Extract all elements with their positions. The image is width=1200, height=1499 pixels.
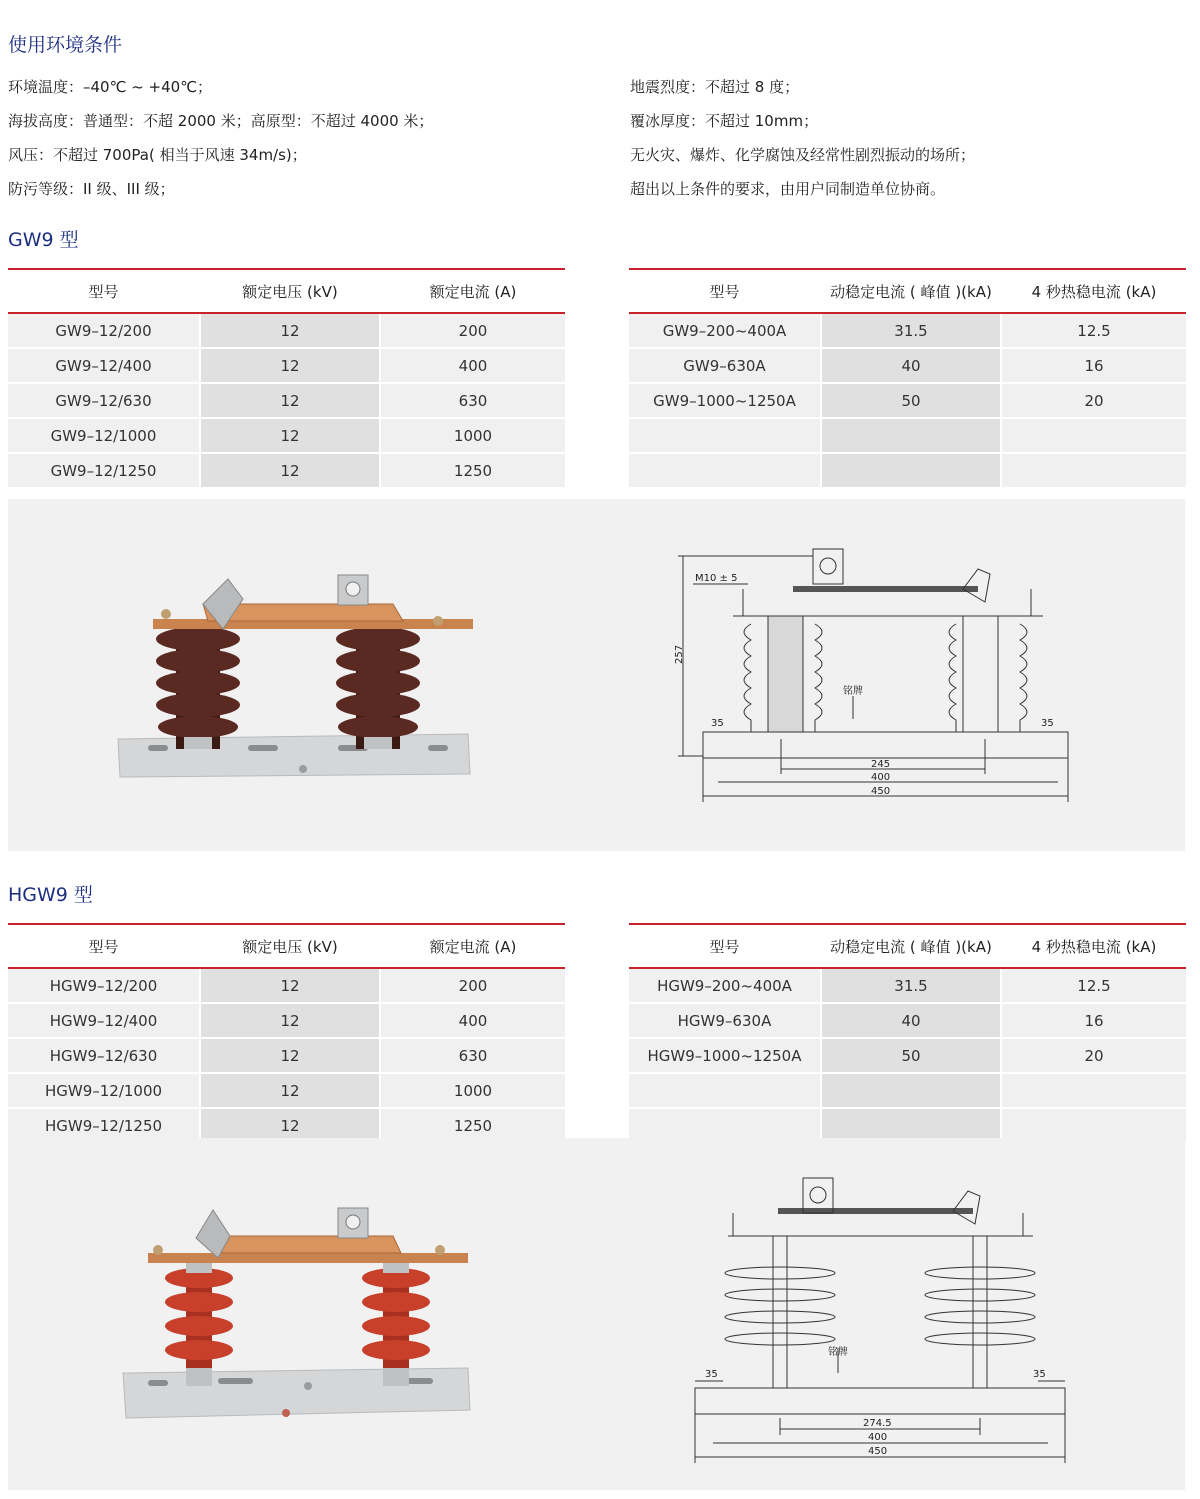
column-header: 型号 xyxy=(8,268,199,314)
table-cell xyxy=(1002,419,1186,454)
table-cell xyxy=(820,454,1002,489)
nameplate-label: 铭牌 xyxy=(828,1347,848,1358)
column-header: 动稳定电流 ( 峰值 )(kA) xyxy=(820,923,1002,969)
hgw9-figure-panel xyxy=(8,1138,1185,1490)
table-cell: 12 xyxy=(199,454,381,489)
table-cell: 50 xyxy=(820,1039,1002,1074)
table-cell: GW9–12/1000 xyxy=(8,419,199,454)
dim-a-label: 245 xyxy=(871,759,891,770)
table-row xyxy=(8,1074,565,1109)
hgw9-title: HGW9 型 xyxy=(8,884,93,906)
table-cell: 12 xyxy=(199,1109,381,1144)
table-cell: 1000 xyxy=(381,1074,565,1109)
table-row xyxy=(8,969,565,1004)
table-cell: 12 xyxy=(199,419,381,454)
condition-line: 地震烈度：不超过 8 度； xyxy=(630,78,800,96)
gw9-rating-table xyxy=(8,268,565,489)
dim-c-label: 450 xyxy=(868,1446,888,1457)
table-row xyxy=(8,1004,565,1039)
table-cell: HGW9–200~400A xyxy=(629,969,820,1004)
table-cell xyxy=(1002,454,1186,489)
table-cell: GW9–1000~1250A xyxy=(629,384,820,419)
dim-side-left-label: 35 xyxy=(705,1369,718,1380)
table-cell: 630 xyxy=(381,384,565,419)
table-row xyxy=(629,969,1186,1004)
table-cell: HGW9–12/630 xyxy=(8,1039,199,1074)
table-row xyxy=(629,1004,1186,1039)
table-cell: 16 xyxy=(1002,349,1186,384)
dim-b-label: 400 xyxy=(871,772,891,783)
table-cell xyxy=(629,1074,820,1109)
table-row xyxy=(8,384,565,419)
table-row xyxy=(629,454,1186,489)
table-cell: 12.5 xyxy=(1002,969,1186,1004)
condition-line: 覆冰厚度：不超过 10mm； xyxy=(630,112,819,130)
table-cell: 12 xyxy=(199,1039,381,1074)
dim-side-right-label: 35 xyxy=(1041,718,1054,729)
column-header: 型号 xyxy=(8,923,199,969)
gw9-stability-table xyxy=(629,268,1186,489)
table-cell xyxy=(629,454,820,489)
table-cell: 16 xyxy=(1002,1004,1186,1039)
column-header: 动稳定电流 ( 峰值 )(kA) xyxy=(820,268,1002,314)
table-cell: GW9–630A xyxy=(629,349,820,384)
table-cell: HGW9–630A xyxy=(629,1004,820,1039)
column-header: 4 秒热稳电流 (kA) xyxy=(1002,923,1186,969)
table-cell: 1000 xyxy=(381,419,565,454)
table-cell: 40 xyxy=(820,1004,1002,1039)
insulator-right xyxy=(362,1263,430,1386)
condition-line: 风压：不超过 700Pa( 相当于风速 34m/s)； xyxy=(8,146,307,164)
hgw9-dimension-drawing xyxy=(683,1173,1083,1473)
nameplate-label: 铭牌 xyxy=(843,686,863,697)
table-row xyxy=(8,349,565,384)
column-header: 额定电压 (kV) xyxy=(199,268,381,314)
table-cell: 200 xyxy=(381,314,565,349)
gw9-title: GW9 型 xyxy=(8,229,79,251)
table-row xyxy=(629,384,1186,419)
table-row xyxy=(8,454,565,489)
table-row xyxy=(629,1039,1186,1074)
table-row xyxy=(629,314,1186,349)
table-cell: 12.5 xyxy=(1002,314,1186,349)
insulator-left xyxy=(156,627,240,749)
table-row xyxy=(8,1039,565,1074)
table-cell: 12 xyxy=(199,969,381,1004)
condition-line: 无火灾、爆炸、化学腐蚀及经常性剧烈振动的场所； xyxy=(630,146,976,164)
table-cell: 12 xyxy=(199,1004,381,1039)
conditions-right xyxy=(630,70,975,206)
table-cell: 1250 xyxy=(381,1109,565,1144)
column-header: 型号 xyxy=(629,268,820,314)
table-row xyxy=(629,349,1186,384)
column-header: 额定电流 (A) xyxy=(381,268,565,314)
table-cell xyxy=(629,419,820,454)
table-row xyxy=(8,314,565,349)
dim-m10-label: M10 ± 5 xyxy=(695,573,738,584)
table-cell: 400 xyxy=(381,349,565,384)
table-cell: 12 xyxy=(199,314,381,349)
column-header: 4 秒热稳电流 (kA) xyxy=(1002,268,1186,314)
table-cell: HGW9–12/400 xyxy=(8,1004,199,1039)
table-cell: 40 xyxy=(820,349,1002,384)
column-header: 额定电压 (kV) xyxy=(199,923,381,969)
table-cell: GW9–12/630 xyxy=(8,384,199,419)
table-cell: GW9–12/1250 xyxy=(8,454,199,489)
condition-line: 超出以上条件的要求，由用户同制造单位协商。 xyxy=(630,180,946,198)
condition-line: 环境温度：–40℃ ~ +40℃； xyxy=(8,78,213,96)
table-cell: 50 xyxy=(820,384,1002,419)
hgw9-stability-table xyxy=(629,923,1186,1144)
insulator-left xyxy=(165,1263,233,1386)
gw9-figure-panel xyxy=(8,499,1185,851)
table-cell: 1250 xyxy=(381,454,565,489)
dim-c-label: 450 xyxy=(871,786,891,797)
gw9-dimension-drawing xyxy=(673,544,1083,809)
condition-line: 防污等级：II 级、III 级； xyxy=(8,180,175,198)
conditions-title: 使用环境条件 xyxy=(8,34,123,56)
table-cell: 12 xyxy=(199,349,381,384)
table-cell xyxy=(820,1074,1002,1109)
table-cell: 31.5 xyxy=(820,969,1002,1004)
column-header: 型号 xyxy=(629,923,820,969)
insulator-right xyxy=(336,627,420,749)
table-cell: 630 xyxy=(381,1039,565,1074)
table-cell: HGW9–1000~1250A xyxy=(629,1039,820,1074)
table-cell: 31.5 xyxy=(820,314,1002,349)
hgw9-product-photo xyxy=(108,1198,488,1428)
dim-side-left-label: 35 xyxy=(711,718,724,729)
table-row xyxy=(8,419,565,454)
dim-a-label: 274.5 xyxy=(863,1418,892,1429)
table-cell: GW9–200~400A xyxy=(629,314,820,349)
table-cell: HGW9–12/1250 xyxy=(8,1109,199,1144)
table-cell: 20 xyxy=(1002,384,1186,419)
table-cell xyxy=(820,419,1002,454)
hgw9-rating-table xyxy=(8,923,565,1144)
table-row xyxy=(629,1074,1186,1109)
table-cell: 200 xyxy=(381,969,565,1004)
table-cell: 400 xyxy=(381,1004,565,1039)
dim-b-label: 400 xyxy=(868,1432,888,1443)
table-cell xyxy=(1002,1074,1186,1109)
table-cell: 12 xyxy=(199,384,381,419)
dim-height-label: 257 xyxy=(674,644,685,664)
table-cell: 20 xyxy=(1002,1039,1186,1074)
condition-line: 海拔高度：普通型：不超 2000 米；高原型：不超过 4000 米； xyxy=(8,112,434,130)
table-row xyxy=(629,419,1186,454)
table-cell: GW9–12/200 xyxy=(8,314,199,349)
table-cell: GW9–12/400 xyxy=(8,349,199,384)
table-cell: HGW9–12/1000 xyxy=(8,1074,199,1109)
conditions-left xyxy=(8,70,433,206)
gw9-product-photo xyxy=(108,569,488,779)
dim-side-right-label: 35 xyxy=(1033,1369,1046,1380)
column-header: 额定电流 (A) xyxy=(381,923,565,969)
table-cell: HGW9–12/200 xyxy=(8,969,199,1004)
table-cell: 12 xyxy=(199,1074,381,1109)
